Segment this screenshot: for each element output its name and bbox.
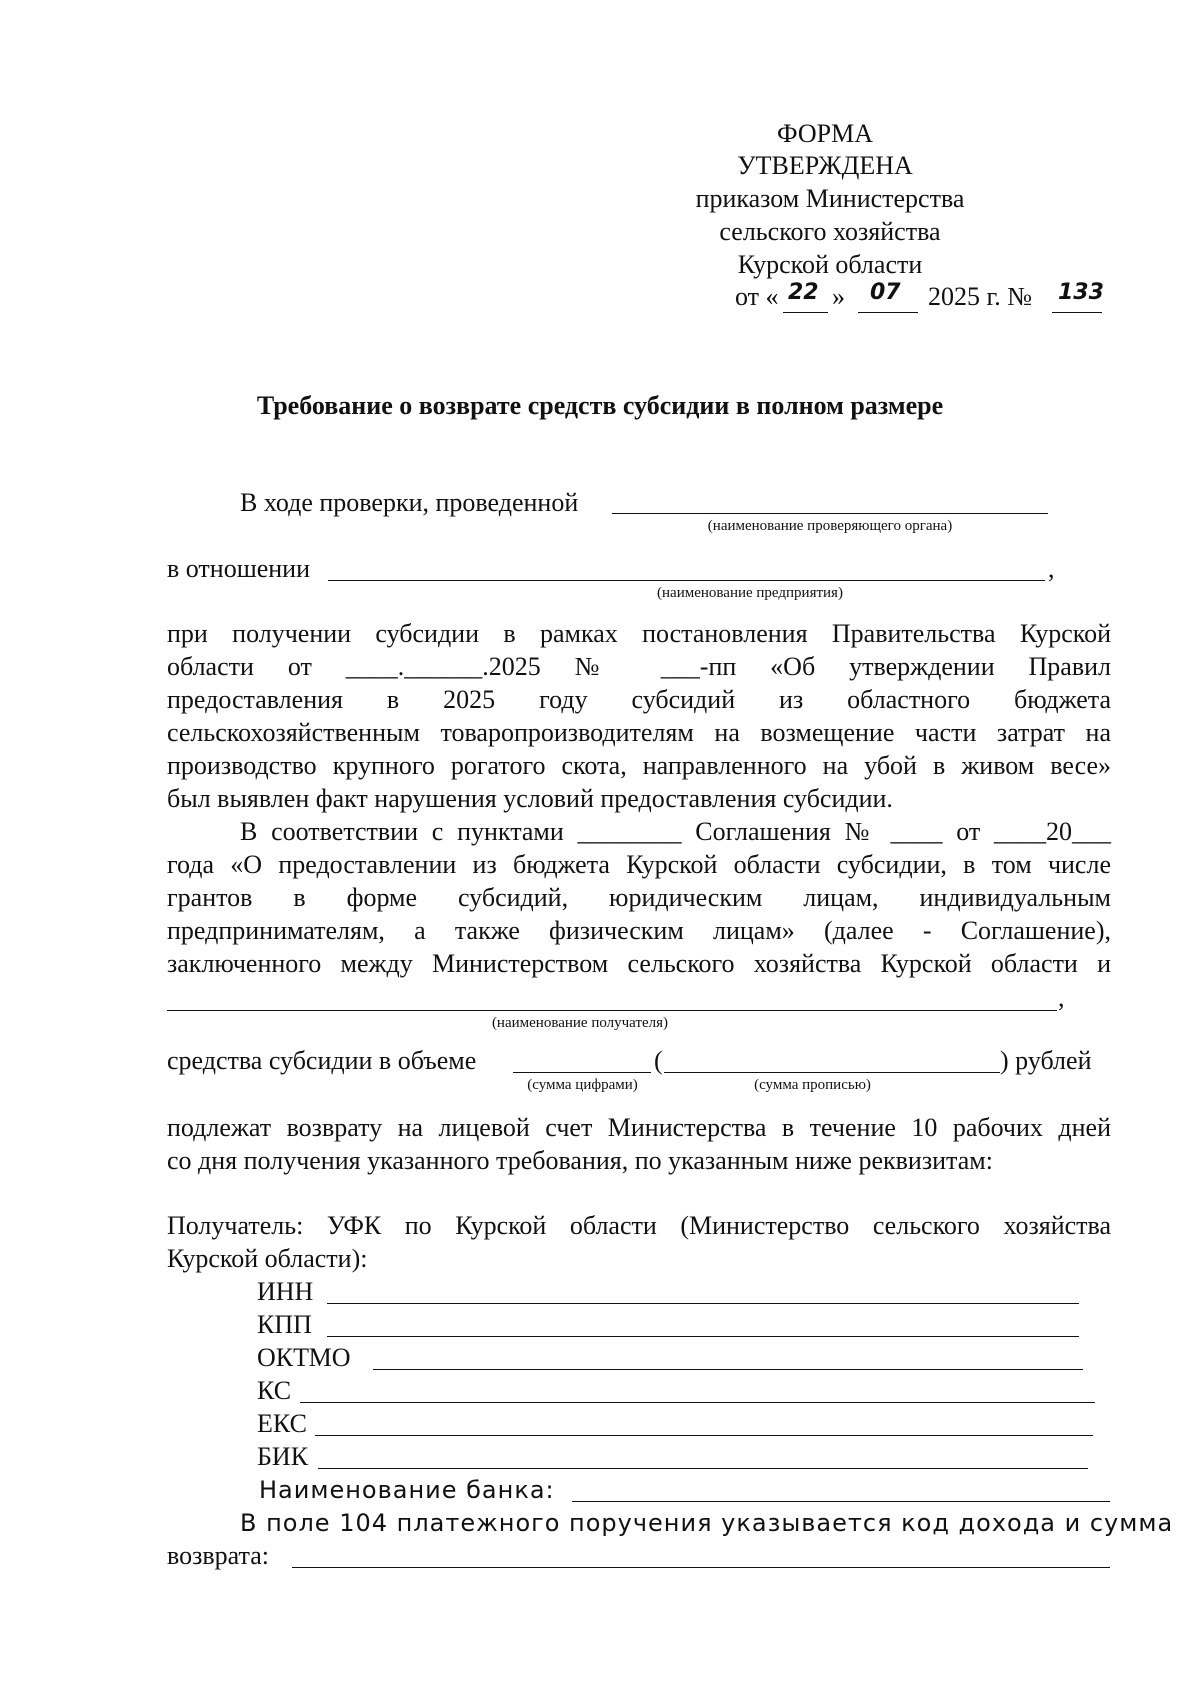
header-order-line-3: Курской области — [737, 250, 923, 279]
requisite-ks-line — [300, 1402, 1095, 1403]
amount-caption-words: (сумма прописью) — [754, 1077, 871, 1093]
paragraph1-line-3: предоставления в 2025 году субсидий из областного бюджета — [167, 685, 1111, 714]
day-underline — [783, 312, 828, 313]
paragraph1-line-6: был выявлен факт нарушения условий предоставления субсидии. — [167, 784, 893, 813]
requisite-bik-line — [318, 1468, 1088, 1469]
check-field-line — [612, 513, 1048, 514]
header-approved: УТВЕРЖДЕНА — [737, 151, 913, 180]
document-title: Требование о возврате средств субсидии в полном размере — [256, 391, 944, 420]
field104-return-line — [292, 1567, 1110, 1568]
month-underline — [858, 312, 918, 313]
regarding-label: в отношении — [167, 554, 311, 583]
requisite-kpp-line — [327, 1336, 1079, 1337]
recipient-field-line — [167, 1010, 1057, 1011]
requisite-inn-line — [327, 1303, 1079, 1304]
requisite-kpp-label: КПП — [257, 1310, 312, 1339]
paragraph2-line-1: В соответствии с пунктами ________ Соглашения № ____ от ____20___ — [240, 817, 1111, 846]
paragraph2-line-4: предпринимателям, а также физическим лицам» (далее - Соглашение), — [167, 916, 1111, 945]
requisite-oktmo-label: ОКТМО — [257, 1343, 351, 1372]
paragraph2-line-3: грантов в форме субсидий, юридическим лицам, индивидуальным — [167, 883, 1111, 912]
paragraph2-line-5: заключенного между Министерством сельского хозяйства Курской области и — [167, 949, 1111, 978]
amount-label: средства субсидии в объеме — [167, 1046, 477, 1075]
paragraph1-line-4: сельскохозяйственным товаропроизводителям на возмещение части затрат на — [167, 718, 1111, 747]
field104-line-2: возврата: — [167, 1541, 269, 1570]
requisite-eks-line — [315, 1435, 1093, 1436]
header-date-prefix: от « — [735, 282, 779, 311]
paragraph1-line-5: производство крупного рогатого скота, направленного на убой в живом весе» — [167, 751, 1111, 780]
paragraph3-line-1: подлежат возврату на лицевой счет Министерства в течение 10 рабочих дней — [167, 1113, 1111, 1142]
paragraph1-line-1: при получении субсидии в рамках постановления Правительства Курской — [167, 619, 1111, 648]
receiver-line-2: Курской области): — [167, 1244, 368, 1273]
regarding-caption: (наименование предприятия) — [657, 585, 843, 601]
paragraph2-line-2: года «О предоставлении из бюджета Курской области субсидии, в том числе — [167, 850, 1111, 879]
recipient-comma: , — [1058, 983, 1065, 1012]
header-date-month: 07 — [870, 280, 901, 305]
requisite-bik-label: БИК — [257, 1442, 309, 1471]
check-caption: (наименование проверяющего органа) — [707, 518, 953, 534]
requisite-ks-label: КС — [257, 1376, 292, 1405]
header-order-number: 133 — [1058, 280, 1104, 305]
requisite-bank-label: Наименование банка: — [259, 1476, 555, 1504]
amount-close: ) рублей — [1000, 1046, 1092, 1075]
header-date-day: 22 — [788, 280, 819, 305]
header-order-line-1: приказом Министерства — [695, 184, 965, 213]
recipient-caption: (наименование получателя) — [491, 1015, 669, 1031]
requisite-eks-label: ЕКС — [257, 1409, 307, 1438]
field104-line-1: В поле 104 платежного поручения указывается код дохода и сумма — [240, 1509, 1174, 1537]
header-forma: ФОРМА — [777, 119, 873, 148]
receiver-line-1: Получатель: УФК по Курской области (Министерство сельского хозяйства — [167, 1211, 1111, 1240]
amount-open-paren: ( — [654, 1046, 663, 1075]
paragraph3-line-2: со дня получения указанного требования, по указанным ниже реквизитам: — [167, 1146, 993, 1175]
header-date-mid: » — [832, 282, 845, 311]
requisite-inn-label: ИНН — [257, 1277, 314, 1306]
check-label: В ходе проверки, проведенной — [240, 488, 579, 517]
paragraph1-line-2: области от ____.______.2025 № ___-пп «Об утверждении Правил — [167, 652, 1111, 681]
amount-caption-digits: (сумма цифрами) — [527, 1077, 638, 1093]
header-order-line-2: сельского хозяйства — [719, 217, 941, 246]
number-underline — [1052, 312, 1102, 313]
amount-words-line — [664, 1072, 1000, 1073]
requisite-bank-line — [572, 1501, 1110, 1502]
amount-digits-line — [513, 1072, 651, 1073]
regarding-field-line — [328, 580, 1045, 581]
regarding-comma: , — [1048, 554, 1055, 583]
requisite-oktmo-line — [373, 1369, 1083, 1370]
header-date-year: 2025 г. № — [928, 282, 1033, 311]
